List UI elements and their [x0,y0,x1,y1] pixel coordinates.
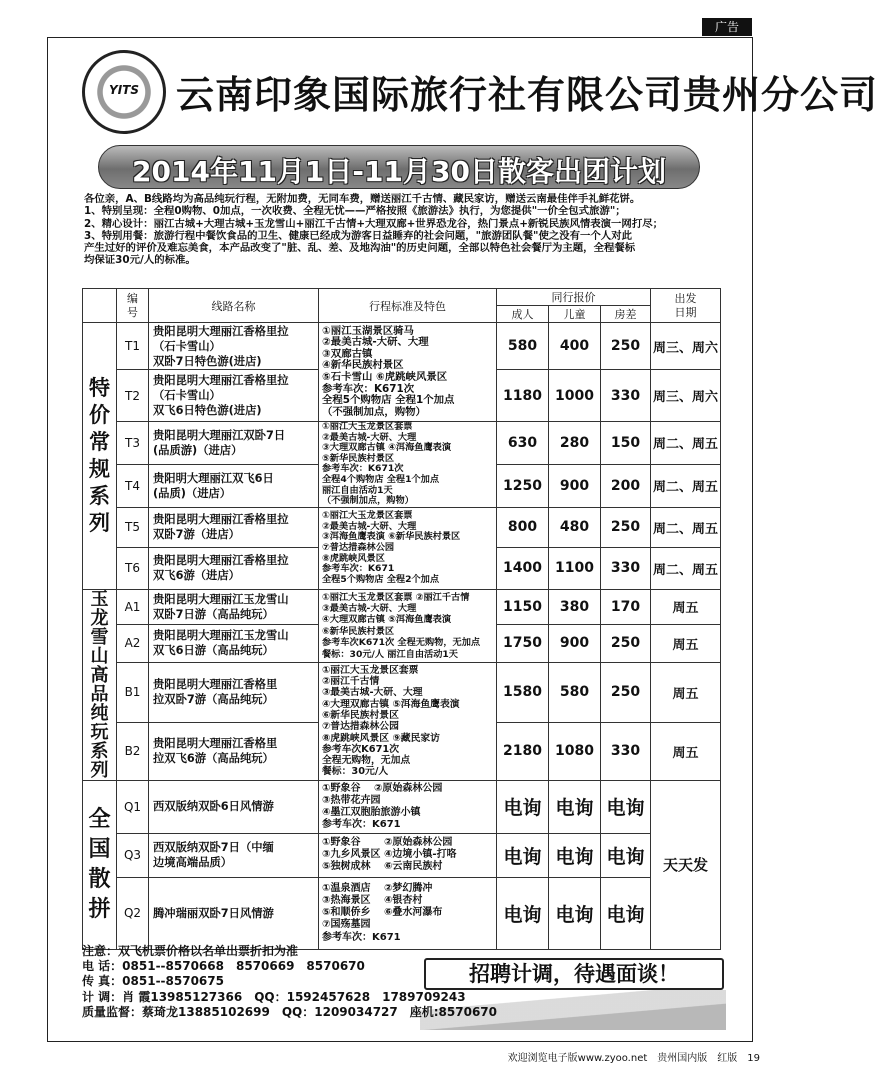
depart-days: 周五 [651,589,721,624]
blank-header [83,289,117,323]
room-price: 电询 [601,877,651,949]
route-features: ①丽江大玉龙景区套票 ②最美古城-大研、大理 ③洱海鱼鹰表演 ⑥新华民族村景区 ⑦普达措森林公园 ⑧虎跳峡风景区 参考车次：K671 全程5个购物店 全程2个加点 [319,507,497,589]
adult-price: 2180 [497,722,549,780]
route-code: T4 [117,464,149,507]
route-code: A2 [117,624,149,662]
intro-line: 产生过好的评价及难忘美食，本产品改变了"脏、乱、差、及地沟油"的历史问题，全部以特色社会餐厅为主题，全程餐标 [84,242,636,255]
room-price: 330 [601,370,651,422]
route-code: Q2 [117,877,149,949]
route-name: 贵阳昆明大理丽江香格里拉 （石卡雪山） 双卧7日特色游(进店) [149,323,319,370]
depart-days: 周五 [651,662,721,722]
category-label: 全 国 散 拼 [83,780,117,949]
route-name: 贵阳昆明大理丽江香格里拉 （石卡雪山） 双飞6日特色游(进店) [149,370,319,422]
room-price: 250 [601,662,651,722]
phone-text: 电 话：0851--8570668 8570669 8570670 [82,959,365,974]
route-features: ①丽江大玉龙景区套票 ②最美古城-大研、大理 ③大理双廊古镇 ④洱海鱼鹰表演 ⑤新华民族村景区 参考车次：K671次 全程4个购物店 全程1个加点 丽江自由活动1天 （不强制加点，购物） [319,422,497,508]
depart-days: 周五 [651,722,721,780]
depart-header: 出发 日期 [651,289,721,323]
route-name: 贵阳昆明大理丽江香格里 拉双卧7游（高品纯玩） [149,662,319,722]
page-footer-line: 欢迎浏览电子版www.zyoo.net 贵州国内版 红版 19 [507,1053,760,1064]
route-features: ①丽江大玉龙景区套票 ②丽江千古情 ③最美古城-大研、大理 ④大理双廊古镇 ⑤洱海鱼鹰表演 ⑥新华民族村景区 ⑦普达措森林公园 ⑧虎跳峡风景区 ⑨藏民家访 参考车次K671次 全程无购物，无加点 餐标：30元/人 [319,662,497,780]
room-price: 170 [601,589,651,624]
depart-days: 周二、周五 [651,464,721,507]
child-price: 电询 [549,833,601,877]
adult-price: 1400 [497,547,549,589]
route-code: Q3 [117,833,149,877]
category-label: 特 价 常 规 系 列 [83,323,117,590]
table-row [83,507,721,547]
adult-price: 1580 [497,662,549,722]
schedule-table [82,288,721,950]
intro-line: 3、特别用餐：旅游行程中餐饮食品的卫生、健康已经成为游客日益睡弃的社会问题，"旅游团队餐"使之没有一个人对此 [84,229,632,242]
adult-price: 800 [497,507,549,547]
child-price: 1080 [549,722,601,780]
route-code: T1 [117,323,149,370]
table-row [83,780,721,833]
route-code: Q1 [117,780,149,833]
adult-price: 1180 [497,370,549,422]
route-name: 贵阳昆明大理丽江香格里拉 双飞6游（进店） [149,547,319,589]
child-price: 1100 [549,547,601,589]
intro-line: 均保证30元/人的标准。 [84,254,196,267]
route-features: ①丽江玉湖景区骑马 ②最美古城-大研、大理 ③双廊古镇 ④新华民族村景区 ⑤石卡雪山 ⑥虎跳峡风景区 参考车次：K671次 全程5个购物店 全程1个加点 （不强制加点，购物） [319,323,497,422]
intro-line: 2、精心设计：丽江古城+大理古城+玉龙雪山+丽江千古情+大理双廊+世界恐龙谷，热门景点+新锐民族风情表演一网打尽； [84,217,663,230]
room-price: 330 [601,547,651,589]
adult-price: 580 [497,323,549,370]
route-name: 贵阳昆明大理丽江香格里拉 双卧7游（进店） [149,507,319,547]
depart-days: 周五 [651,624,721,662]
price-header: 同行报价 [497,289,651,306]
route-code: B1 [117,662,149,722]
route-code: T2 [117,370,149,422]
child-price: 480 [549,507,601,547]
title-banner [98,145,700,189]
features-header: 行程标准及特色 [319,289,497,323]
route-features: ①温泉酒店 ②梦幻腾冲 ③热海景区 ④银杏村 ⑤和顺侨乡 ⑥叠水河瀑布 ⑦国殇墓园 参考车次：K671 [319,877,497,949]
table-row [83,877,721,949]
route-name: 贵阳昆明大理丽江玉龙雪山 双飞6日游（高品纯玩） [149,624,319,662]
child-price: 400 [549,323,601,370]
adult-header: 成人 [497,306,549,323]
depart-days: 周二、周五 [651,422,721,465]
notice-text: 注意：双飞机票价格以名单出票折扣为准 [82,944,299,958]
code-header: 编 号 [117,289,149,323]
adult-price: 630 [497,422,549,465]
child-price: 580 [549,662,601,722]
room-price: 250 [601,507,651,547]
route-code: T5 [117,507,149,547]
route-name: 贵阳昆明大理丽江香格里 拉双飞6游（高品纯玩） [149,722,319,780]
route-name: 西双版纳双卧7日（中缅 边境高端品质） [149,833,319,877]
adult-price: 电询 [497,833,549,877]
depart-days: 天天发 [651,780,721,949]
room-price: 250 [601,323,651,370]
child-price: 电询 [549,780,601,833]
company-name: 云南印象国际旅行社有限公司贵州分公司 [176,73,878,117]
depart-days: 周三、周六 [651,323,721,370]
adult-price: 1150 [497,589,549,624]
table-row [83,589,721,624]
category-label: 玉 龙 雪 山 高 品 纯 玩 系 列 [83,589,117,780]
child-price: 电询 [549,877,601,949]
ad-tag: 广告 [702,18,752,36]
planner-text: 计 调：肖 霞13985127366 QQ：1592457628 1789709243 [82,989,466,1004]
table-row [83,662,721,722]
intro-line: 各位亲，A、B线路均为高品纯玩行程，无附加费，无同车费，赠送丽江千古情、藏民家访，赠送云南最佳伴手礼鲜花饼。 [84,193,641,205]
route-features: ①野象谷 ②原始森林公园 ③热带花卉园 ④墨江双胞胎旅游小镇 参考车次：K671 [319,780,497,833]
room-price: 200 [601,464,651,507]
room-price: 150 [601,422,651,465]
route-code: T6 [117,547,149,589]
banner-title: 2014年11月1日-11月30日散客出团计划 [132,155,666,188]
child-price: 900 [549,624,601,662]
route-name: 西双版纳双卧6日风情游 [149,780,319,833]
route-name: 贵阳昆明大理丽江玉龙雪山 双卧7日游（高品纯玩） [149,589,319,624]
room-price: 250 [601,624,651,662]
child-header: 儿童 [549,306,601,323]
depart-days: 周二、周五 [651,507,721,547]
supervisor-text: 质量监督：蔡琦龙13885102699 QQ：1209034727 座机:8570670 [82,1004,497,1019]
depart-days: 周二、周五 [651,547,721,589]
route-name: 贵阳昆明大理丽江双卧7日 (品质游)（进店） [149,422,319,465]
child-price: 280 [549,422,601,465]
room-header: 房差 [601,306,651,323]
table-row [83,323,721,370]
logo-text: YITS [109,83,139,97]
intro-text [84,193,720,267]
fax-text: 传 真：0851--8570675 [82,974,224,989]
route-features: ①丽江大玉龙景区套票 ②丽江千古情 ③最美古城-大研、大理 ④大理双廊古镇 ⑤洱海鱼鹰表演 ⑥新华民族村景区 参考车次K671次 全程无购物，无加点 餐标：30元/人 丽江自由活动1天 [319,589,497,662]
route-code: B2 [117,722,149,780]
route-code: A1 [117,589,149,624]
intro-line: 1、特别呈现：全程0购物、0加点，一次收费、全程无忧——严格按照《旅游法》执行，为您提供"一价全包式旅游"； [84,205,626,218]
route-name: 腾冲瑞丽双卧7日风情游 [149,877,319,949]
depart-days: 周三、周六 [651,370,721,422]
recruit-banner: 招聘计调，待遇面谈！ [424,958,724,990]
child-price: 380 [549,589,601,624]
company-logo-icon [82,50,166,134]
adult-price: 电询 [497,780,549,833]
table-row [83,422,721,465]
route-header: 线路名称 [149,289,319,323]
child-price: 1000 [549,370,601,422]
room-price: 330 [601,722,651,780]
route-code: T3 [117,422,149,465]
adult-price: 1750 [497,624,549,662]
adult-price: 电询 [497,877,549,949]
route-name: 贵阳明大理丽江双飞6日 (品质)（进店） [149,464,319,507]
route-features: ①野象谷 ②原始森林公园 ③九乡风景区 ④边境小镇-打咯 ⑤独树成林 ⑥云南民族村 [319,833,497,877]
child-price: 900 [549,464,601,507]
room-price: 电询 [601,833,651,877]
room-price: 电询 [601,780,651,833]
table-row [83,833,721,877]
adult-price: 1250 [497,464,549,507]
